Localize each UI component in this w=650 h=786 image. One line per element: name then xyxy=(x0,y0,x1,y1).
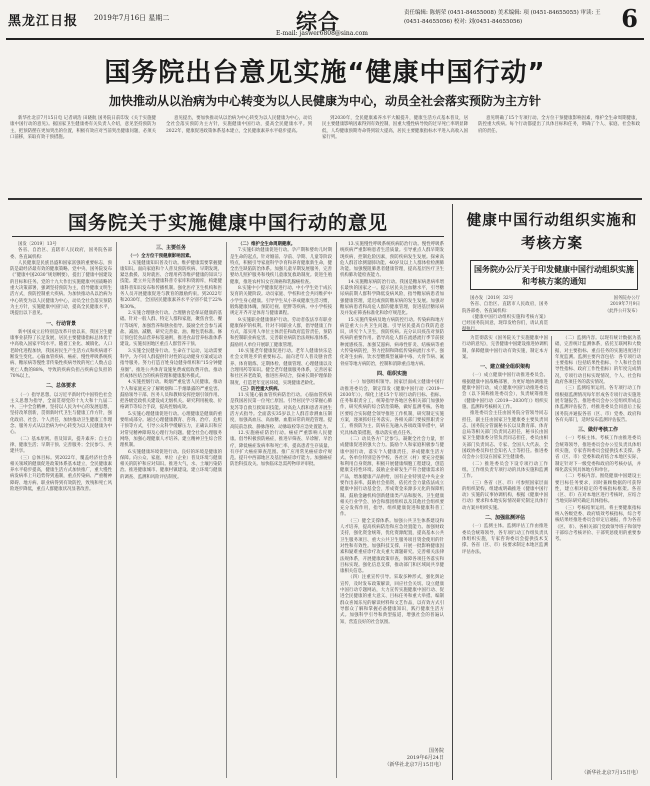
main-paragraph: 9.实施职业健康保护行动。劳动者依法享有职业健康保护的权利。针对不同职业人群，倡导健康工作方式，落实用人单位主体责任和政府监管责任，预防和控制职业病危害。完善职业病防治法规标准体系。鼓励用人单位开展职工健康管理。 xyxy=(230,317,332,348)
lead-column-4 xyxy=(478,116,640,192)
lead-paragraph: 到2030年，全民健康素养水平大幅提升，健康生活方式基本普及，居民主要健康影响因素得到有效控制，因重大慢性病导致的过早死亡率明显降低，人均健康预期寿命得到较大提高，居民主要健康指标水平进入高收入国家行列。 xyxy=(322,116,468,140)
main-paragraph: 15.实施传染病及地方病防控行动。传染病和地方病是重大公共卫生问题。引导居民提高自我防范意识，讲究个人卫生，预防疾病。充分认识疫苗对预防疾病的重要作用。倡导高危人群在流感流行季节前接种流感疫苗。加强艾滋病、病毒性肝炎、结核病等重大传染病防控，努力控制和降低传染病流行水平。强化寄生虫病、饮水型燃煤型氟砷中毒、大骨节病、氟骨症等地方病防治，控制和消除重点地方病。 xyxy=(340,317,444,367)
side-paragraph: （一）考核主体。考核工作由推进委员会统筹领导，推进委员会办公室负责具体组织实施，专家咨询委员会提供技术支撑。各省（区、市）党委和政府结合本地区实际，制定针对下一级党委和政府的考核办法，并细化落实到具体地方和单位。 xyxy=(555,436,641,473)
main-paragraph: （二）动员各方广泛参与。凝聚全社会力量，形成健康促进的强大合力。鼓励个人和家庭积极参与健康中国行动，落实个人健康责任，养成健康生活方式。各单位特别是各学校、各社区（村）要充分挖掘和利用自身资源，积极开展健康细胞工程建设，创造健康支持性环境。鼓励企业研发生产符合健康需求的产品，增加健康产品供给，国有企业特别是中央企业要作出表率。鼓励社会捐资，依托社会力量依法成立健康中国行动基金会，形成资金来源多元化的保障机制。鼓励金融机构创新健康类产品和服务。卫生健康相关行业学会、协会和群团组织以及其他社会组织要充分发挥作用，指导、组织健康促进和健康科普工作。 xyxy=(340,436,444,518)
headline-title: 国务院出台意见实施“健康中国行动” xyxy=(104,58,546,88)
main-paragraph: 5.实施心理健康促进行动。心理健康是健康的重要组成部分。通过心理健康教育、咨询、治疗、危机干预等方式，引导公众科学缓解压力，正确认识和应对常见精神障碍及心理行为问题。健全社会心理服务网络，加强心理健康人才培养。建立精神卫生综合管理机制。 xyxy=(120,411,222,449)
side-paragraph: （一）成立健康中国行动推进委员会。根据健康中国战略部署，为更好地协调推进健康中国行动，成立健康中国行动推进委员会（以下简称推进委员会），负责统筹推进《健康中国行动（2019—2030年）》组织实施、监测和考核相关工作。 xyxy=(462,373,549,410)
side-continuation-note: （新华社北京7月15日电） xyxy=(581,770,641,776)
main-signature: 国务院 xyxy=(428,748,444,754)
section-email: E-mail: jaswer6808@sina.com xyxy=(276,30,368,37)
notice-box xyxy=(470,260,638,290)
paper-name: 黑龙江日报 xyxy=(8,14,79,29)
side-paragraph: （一）监测主体。监测评估工作由推进委员会统筹领导，各专项行动工作组负责具体组织实施，专家咨询委员会提供技术支撑。各省（区、市）按要求制定本地区监测评估办法。 xyxy=(462,524,548,555)
side-article-title: 健康中国行动组织实施和考核方案 xyxy=(466,213,638,252)
side-paragraph: （二）推进委员会下设专项行动工作组。工作组负责专项行动的具体实施和监测工作。 xyxy=(462,461,548,480)
side-paragraph: （二）考核内容。围绕健康中国建设主要目标任务要求，同时兼顾数据的可获得性，建立相对稳定的考核指标框架。各省（区、市）在对本地区进行考核时，应结合当地实际研究确定具体指标。 xyxy=(555,474,641,505)
main-paragraph: 8.实施中小学健康促进行动。中小学生处于成长发育的关键阶段。动员家庭、学校和社会共同维护中小学生身心健康。引导学生从小养成健康生活习惯，锻炼健康体魄，预防近视、肥胖等疾病。中小学校按规定开齐开足体育与健康课程。 xyxy=(230,286,332,317)
lead-column-2 xyxy=(166,116,312,192)
main-column-2 xyxy=(120,242,222,778)
column-rule xyxy=(226,242,227,778)
side-column-1 xyxy=(462,336,548,780)
side-section-heading: 一、建立健全组织架构 xyxy=(479,364,530,371)
side-section-heading: 二、加强监测评估 xyxy=(484,515,525,522)
main-addressee: 各省、自治区、直辖市人民政府，国务院各部委、各直属机构： xyxy=(10,248,112,260)
main-paragraph: 6.实施健康环境促进行动。良好的环境是健康的保障。向公众、家庭、单位（企业）普及环境与健康相关的防护和应对知识。推进大气、水、土壤污染防治。推进健康城市、健康村镇建设。建立环境与健康的调查、监测和风险评估制度。 xyxy=(120,449,222,480)
main-paragraph: 12.实施癌症防治行动。癌症严重影响人民健康。倡导积极预防癌症，推进早筛查、早诊断、早治疗，降低癌症发病率和死亡率，提高患者生存质量。有序扩大癌症筛查范围。推广应用常见癌症诊疗规范。提升中西部地区及基层癌症诊疗能力。加强癌症防治科技攻关。加快临床急需药物审评审批。 xyxy=(230,430,332,468)
main-paragraph: 11.实施心脑血管疾病防治行动。心脑血管疾病是我国居民第一位死亡原因。引导居民学习掌握心肺复苏等自救互救知识技能。对高危人群和患者开展生活方式指导。全面落实35岁以上人群首诊测血压制度，加强高血压、高血糖、血脂异常的规范管理。提高院前急救、静脉溶栓、动脉取栓等应急处置能力。 xyxy=(230,393,332,430)
side-paragraph: （三）考核结果运用。将主要健康指标纳入各级党委、政府绩效考核指标，综合考核结果经推进委员会审定后通报，作为各省（区、市）、各相关部门党政领导班子和领导干部综合考核评价、干部奖惩使用的重要参考。 xyxy=(555,505,641,543)
side-issuer-block xyxy=(554,296,640,326)
main-paragraph: 14.实施糖尿病防治行动。我国是糖尿病患病率增长最快的国家之一。提示居民关注血糖水平，引导糖尿病前期人群科学降低发病风险，指导糖尿病患者加强健康管理，延迟或预防糖尿病的发生发展。加强对糖尿病患者和高危人群的健康管理，促进基层糖尿病及并发症筛查标准化和诊疗规范化。 xyxy=(340,279,444,317)
side-addressee: 各省、自治区、直辖市人民政府，国务院各部委、各直属机构： xyxy=(462,302,548,314)
main-paragraph: 2.实施合理膳食行动。合理膳食是保证健康的基础。针对一般人群、特定人群和家庭，聚焦食堂、餐厅等场所，加强营养和膳食指导。鼓励全社会参与减盐、减油、减糖，研究完善盐、油、糖包装标准。修订预包装食品营养标签通则，推进食品营养标准体系建设。实施贫困地区重点人群营养干预。 xyxy=(120,310,222,348)
side-public-note: （此件公开发布） xyxy=(604,308,640,314)
main-byline: 国发〔2019〕13号 xyxy=(18,242,57,247)
lead-paragraph: 新华社北京7月15日电 记者胡浩 田晓航 国务院日前印发《关于实施健康中国行动的意见》。据国家卫生健康委有关负责人介绍，意见坚持预防为主，把预防摆在更加突出的位置，积极有效应对当前突出健康问题，必须关口前移，采取有效干预措施。 xyxy=(10,116,156,140)
lead-column-1 xyxy=(10,116,156,192)
main-paragraph: （二）基本原则。普及知识、提升素养；自主自律、健康生活；早期干预、完善服务；全民参与、共建共享。 xyxy=(10,436,112,455)
main-section-heading: 二、总体要求 xyxy=(45,383,76,390)
main-sign-date: 2019年6月24日 xyxy=(406,755,444,761)
main-subheading: （三）防控重大疾病。 xyxy=(238,386,282,392)
main-subheading: （一）全方位干预健康影响因素。 xyxy=(128,254,194,260)
main-article-title: 国务院关于实施健康中国行动的意见 xyxy=(67,212,388,234)
main-section-heading: 三、主要任务 xyxy=(155,245,186,251)
side-issue-date: 2019年7月9日 xyxy=(610,302,640,308)
page-number: 6 xyxy=(621,4,638,33)
main-source-note: （新华社北京7月15日电） xyxy=(384,762,444,768)
side-column-2 xyxy=(555,336,641,766)
side-issuer: 国务院办公厅 xyxy=(613,296,640,301)
side-paragraph: （三）监测结果运用。各专项行动工作组根据监测情况每年形成各专项行动实施进展专题报告。推进委员会办公室组织形成总体监测评估报告，经推进委员会同意后上报国务院并通报各省（区、市）党委、政府和各有关部门，适时发布监测评估报告。 xyxy=(555,386,641,423)
main-paragraph: （四）注重宣传引导。采取多种形式，强化舆论宣传，及时发布政策解读，回应社会关切。设立健康中国行动专题网站，大力宣传实施健康中国行动、促进全民健康的重大意义、目标任务和重大举措。编制群众喜闻乐见的解读材料和文艺作品，以有效方式引导群众了解和掌握必备健康知识，践行健康生活方式。加强科学引导和典型报道，增强社会的普遍认知，营造良好的社会氛围。 xyxy=(340,575,444,625)
main-paragraph: （一）加强组织领导。国家层面成立健康中国行动推进委员会，制定印发《健康中国行动（2019—2030年）》，细化上述15个专项行动的目标、指标、任务和职责分工，统筹指导各地区各相关部门加强协作，研究疾病的综合防治策略，做好监测考核。各地区要结合实际健全领导推进工作机制，研究制定实施方案，逐项抓好任务落实。各相关部门要按照职责分工，将预防为主、防病在先融入各项政策举措中，研究具体政策措施，推动落实重点任务。 xyxy=(340,380,444,436)
main-column-1 xyxy=(10,242,112,778)
side-divider xyxy=(462,330,640,331)
column-rule xyxy=(116,242,117,778)
side-notice-body xyxy=(462,296,548,326)
main-column-4 xyxy=(340,242,444,742)
main-paragraph: 4.实施控烟行动。吸烟严重危害人民健康。推动个人和家庭充分了解吸烟和二手烟暴露的严重危害。鼓励领导干部、医务人员和教师发挥控烟引领作用。把各级党政机关建设成无烟机关。研究利用税收、价格调节等综合手段，提高控烟成效。 xyxy=(120,380,222,411)
main-paragraph: 7.实施妇幼健康促进行动。孕产期和婴幼儿时期是生命的起点。针对婚前、孕前、孕期、儿童等阶段特点，积极引导家庭科学孕育和养育健康新生命，健全出生缺陷防治体系。加强儿童早期发展服务，完善婴幼儿照护服务和残疾儿童康复救助制度。促进生殖健康，推进农村妇女宫颈癌和乳腺癌检查。 xyxy=(230,248,332,285)
main-signature-block xyxy=(382,748,444,769)
main-section-heading: 一、行动背景 xyxy=(45,320,76,327)
side-paragraph: 推进委员会主任由国务院分管领导同志担任，副主任由国家卫生健康委主要负责同志、国务院分管副秘书长以及教育部、体育总局等相关部门负责同志担任，秘书长由国家卫生健康委分管负责同志担任，委员由相关部门负责同志、专家、全国人大代表、全国政协委员和社会知名人士等担任。推进委员会办公室设在国家卫生健康委。 xyxy=(462,411,548,461)
lead-paragraph: 意见明确了15个专项行动。全方位干预健康影响因素，维护全生命周期健康，防控重大疾病。每个行动都提出了具体目标和任务，明确了个人、家庭、社会和政府的责任。 xyxy=(478,116,640,134)
side-notice-number: 国办发〔2019〕32号 xyxy=(470,296,514,301)
side-section-heading: 三、做好考核工作 xyxy=(577,427,618,434)
column-rule xyxy=(336,242,337,778)
main-subheading: （二）维护全生命周期健康。 xyxy=(238,242,296,247)
title-underline xyxy=(12,236,444,237)
main-paragraph: （一）指导思想。以习近平新时代中国特色社会主义思想为指导，全面贯彻党的十九大和十九届二中、三中全会精神，坚持以人民为中心的发展思想，坚持改革创新，贯彻新时代卫生与健康工作方针，强化政府、社会、个人责任，加快推动卫生健康工作理念、服务方式从以治病为中心转变为以人民健康为中心。 xyxy=(10,392,112,436)
lead-paragraph: 意见提出，要加快推动从以治病为中心转变为以人民健康为中心，动员全社会落实预防为主方针，实施健康中国行动，提高全民健康水平。到2022年，健康促进政策体系基本建立，全民健康素养水平稳步提高。 xyxy=(166,116,312,134)
main-paragraph: 3.实施全民健身行动。生命在于运动，运动需要科学。为不同人群提供针对性的运动健身方案或运动指导服务。努力打造百姓身边健身组织和“15分钟健身圈”。推进公共体育设施免费或低收费开放。推动形成体医结合的疾病管理和健康服务模式。 xyxy=(120,348,222,379)
column-rule xyxy=(551,336,552,780)
main-column-3 xyxy=(230,242,332,778)
masthead xyxy=(6,4,644,40)
headline-subtitle: 加快推动从以治病为中心转变为以人民健康为中心，动员全社会落实预防为主方针 xyxy=(108,94,541,108)
section-name: 综合 xyxy=(296,10,340,34)
article-separator xyxy=(452,204,453,780)
main-paragraph: 新中国成立后特别是改革开放以来，我国卫生健康事业获得了长足发展，居民主要健康指标总体优于中高收入国家平均水平。随着工业化、城镇化、人口老龄化进程加快，我国居民生产生活方式和疾病谱不断发生变化。心脑血管疾病、癌症、慢性呼吸系统疾病、糖尿病等慢性非传染性疾病导致的死亡人数占总死亡人数的88%，导致的疾病负担占疾病总负担的70%以上。 xyxy=(10,329,112,379)
main-paragraph: 13.实施慢性呼吸系统疾病防治行动。慢性呼吸系统疾病严重影响患者生活质量。引导重点人群早期发现疾病，控制危险因素，预防疾病发生发展。探索高危人群首诊测量肺功能、40岁及以上人群体检检测肺功能。加强慢阻肺患者健康管理，提高基层医疗卫生机构肺功能检查能力。 xyxy=(340,242,444,279)
main-paragraph: （三）健全支撑体系。加强公共卫生体系建设和人才培养，提高疾病防治和应急处置能力。加强财政支持，强化资金统筹，优化资源配置，提高基本公共卫生服务项目、重大公共卫生服务项目资金使用的针对性和有效性。加强科技支撑，开展一批影响健康因素和疑难重症诊疗攻关重大课题研究。完善相关法律法规体系，开展健康政策审查，保障各项任务落实和目标实现。强化信息支撑，推动部门和区域间共享健康相关信息。 xyxy=(340,518,444,575)
side-paragraph: （二）监测内容。以现有统计数据为基础，完善统计监测体系，依托互联网和大数据，对主要指标、重点任务的实施进度进行年度监测。监测主要内容包括：各专项行动主要指标（包括结果性指标、个人和社会倡导性指标、政府工作性指标）的年度完成情况，专项行动目标实现情况，个人、社会和政府各项任务的落实情况。 xyxy=(555,336,641,386)
issue-date: 2019年7月16日 星期二 xyxy=(94,14,170,22)
editor-credits: 责任编辑: 陈炳荣 (0451-84655008) 美术编辑: 项 (0451-84655055) 审读: 王(0451-84655056) 校对: 刘(0451-84655056) xyxy=(404,10,601,25)
lead-column-3 xyxy=(322,116,468,192)
side-paragraph: （三）各省（区、市）可参照国家层面的组织架构，组建或明确推进《健康中国行动》实施的议事协调机构，根据《健康中国行动》要求和本地实际情况研究制定具体行动方案并组织实施。 xyxy=(462,480,548,511)
main-paragraph: 10.实施老年健康促进行动。老年人健康快乐是社会文明进步的重要标志。面向老年人普及膳食营养、体育锻炼、定期体检、健康管理、心理健康以及合理用药等知识。健全老年健康服务体系，完善居家和社区养老政策，推进医养结合，探索长期护理保险制度，打造老年宜居环境，实现健康老龄化。 xyxy=(230,349,332,386)
section-divider xyxy=(8,198,642,200)
side-intro: 《健康中国行动组织实施和考核方案》已经国务院同意，现印发给你们，请认真贯 xyxy=(462,314,548,327)
main-section-heading: 四、组织实施 xyxy=(376,370,407,377)
notice-title: 国务院办公厅关于印发健康中国行动组织实施和考核方案的通知 xyxy=(474,265,634,286)
side-paragraph: 为贯彻落实《国务院关于实施健康中国行动的意见》，完善健康中国建设推进协调机制，保障健康中国行动有效实施，制定本方案。 xyxy=(462,336,548,360)
main-paragraph: （三）总体目标。到2022年，覆盖经济社会各相关领域的健康促进政策体系基本建立，全民健康素养水平稳步提高，健康生活方式加快推广，重大慢性病发病率上升趋势得到遏制，重点传染病、严重精神障碍、地方病、职业病得到有效防控，致残和死亡风险逐步降低，重点人群健康状况显著改善。 xyxy=(10,455,112,492)
main-paragraph: 1.实施健康知识普及行动。维护健康需要掌握健康知识。面向家庭和个人普及预防疾病、早期发现、紧急救援、及时就医、合理用药等维护健康的知识与技能。建立并完善健康科普专家库和资源库，构建健康科普知识发布和传播机制。强化医疗卫生机构和医务人员开展健康促进与教育的激励约束。到2022年和2030年，全国居民健康素养水平分别不低于22%和30%。 xyxy=(120,260,222,310)
main-intro: 人民健康是民族昌盛和国家富强的重要标志，预防是最经济最有效的健康策略。党中央、国务院发布《“健康中国2030”规划纲要》，提出了健康中国建设的目标和任务。党的十九大作出实施健康中国战略的重大决策部署，强调坚持预防为主，倡导健康文明生活方式，预防控制重大疾病。为加快推动从以治病为中心转变为以人民健康为中心，动员全社会落实预防为主方针，实施健康中国行动，提高全民健康水平，现提出以下意见。 xyxy=(10,260,112,317)
